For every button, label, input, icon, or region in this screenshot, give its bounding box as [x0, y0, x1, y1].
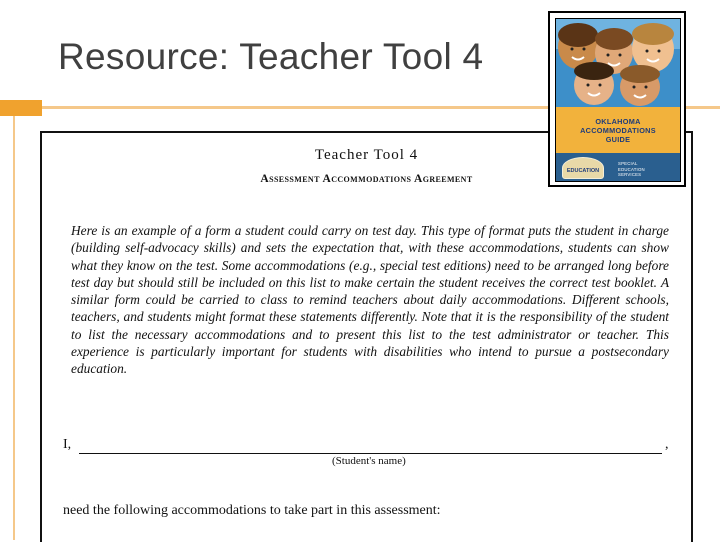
document-title: Teacher Tool 4: [314, 147, 419, 163]
name-prefix: I,: [63, 437, 72, 452]
education-seal-logo: EDUCATION: [562, 157, 604, 179]
student-name-row: [63, 437, 673, 457]
document-paragraph: Here is an example of a form a student could carry on test day. This type of format puts the student in charge (building self-advocacy skills) and sets the expectation that, with these accommodations, students can show what they know on the test. Some accommodations (e.g., special test editions) need to be arranged long before test day but should still be included on this list to make certain the student receives the correct test booklet. A similar form could be carried to class to remind teachers about daily accommodations. Different schools, teachers, and students might format these statements differently. Note that it is the responsibility of the student to list the necessary accommodations and to present this list to the test administrator or teacher. This experience is particularly important for students with disabilities who intend to pursue a postsecondary education.: [71, 223, 669, 377]
cover-photo-children: [556, 19, 680, 107]
cover-title-panel: [556, 107, 680, 153]
name-suffix: ,: [665, 437, 669, 452]
student-name-blank-line: [79, 453, 662, 454]
cover-title-text: OKLAHOMA ACCOMMODATIONS GUIDE: [580, 117, 656, 144]
cover-inner-frame: [555, 18, 681, 182]
left-edge-line: [13, 116, 15, 540]
accommodations-statement: need the following accommodations to take part in this assessment:: [63, 503, 441, 518]
cover-footer: [556, 153, 680, 181]
accent-square: [0, 100, 42, 116]
document-subtitle: Assessment Accommodations Agreement: [260, 173, 473, 185]
accommodations-guide-cover: [548, 11, 686, 187]
student-name-caption: (Student's name): [332, 455, 406, 467]
cover-department-text: SPECIAL EDUCATION SERVICES: [618, 161, 645, 177]
slide-title: Resource: Teacher Tool 4: [58, 36, 484, 77]
document-excerpt: [40, 131, 693, 542]
